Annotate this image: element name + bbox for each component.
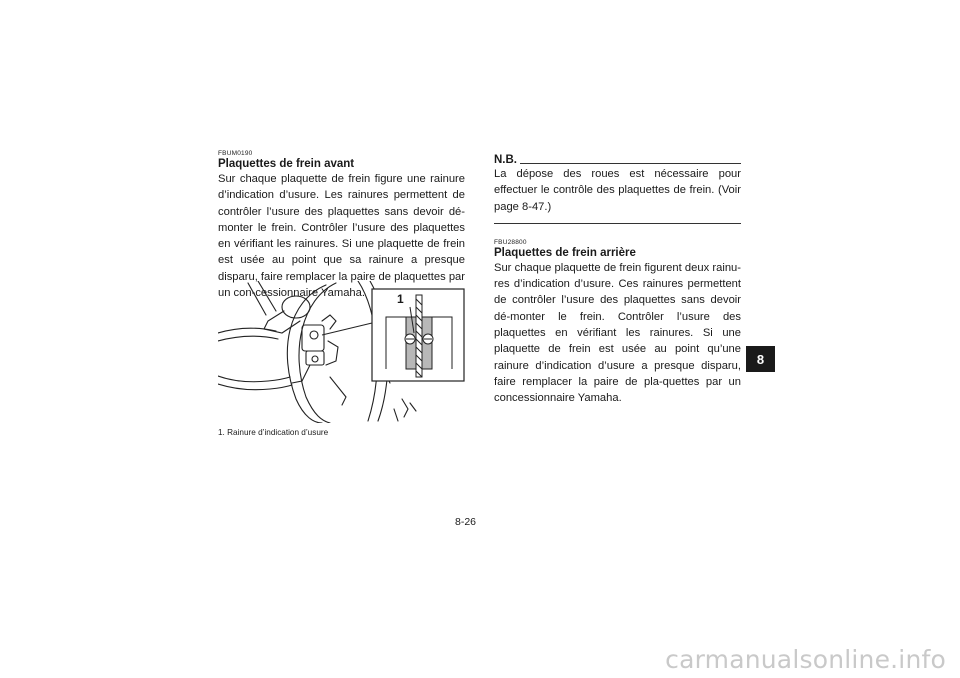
watermark: carmanualsonline.info (665, 645, 946, 674)
section-heading-rear: Plaquettes de frein arrière (494, 246, 636, 259)
section-code-rear: FBU28800 (494, 238, 527, 246)
caption-text: Rainure d’indication d’usure (227, 428, 329, 437)
nb-end-rule (494, 223, 741, 224)
figure-callout-1: 1 (397, 292, 404, 306)
section-body-rear: Sur chaque plaquette de frein figurent deux rainu-res d’indication d’usure. Ces rainures permettent de contrôler l’usure des plaquettes sans devoir dé-monter le frein. Contrôler l’usure des plaquettes en vérifiant les rainures. Si une plaquette de frein est usée au point qu’une rainure d’indication d’usure a presque disparu, faire remplacer la paire de pla-quettes par un concessionnaire Yamaha. (494, 261, 741, 405)
nb-header (494, 152, 741, 166)
nb-rule (520, 163, 741, 164)
brake-illustration (218, 281, 466, 423)
chapter-tab: 8 (746, 346, 775, 372)
section-body: Sur chaque plaquette de frein figure une rainure d’indication d’usure. Les rainures permettent de contrôler l’usure des plaquettes sans devoir dé-monter le frein. Contrôler l’usure des plaquettes en vérifiant les rainures. Si une plaquette de frein est usée au point que sa rainure a presque disparu, faire remplacer la paire de plaquettes par un con-cessionnaire Yamaha. (218, 173, 465, 300)
section-heading: Plaquettes de frein avant (218, 158, 355, 170)
brake-figure (218, 281, 466, 423)
section-code: FBUM0190 (218, 150, 253, 157)
right-column (494, 152, 741, 407)
page-number: 8-26 (455, 516, 477, 528)
nb-label: N.B. (494, 154, 517, 166)
figure-caption (218, 428, 328, 438)
left-column (218, 150, 465, 301)
caption-number: 1. (218, 428, 225, 437)
nb-text: La dépose des roues est nécessaire pour effectuer le contrôle des plaquettes de frein. (Voir page 8-47.) (494, 168, 741, 213)
